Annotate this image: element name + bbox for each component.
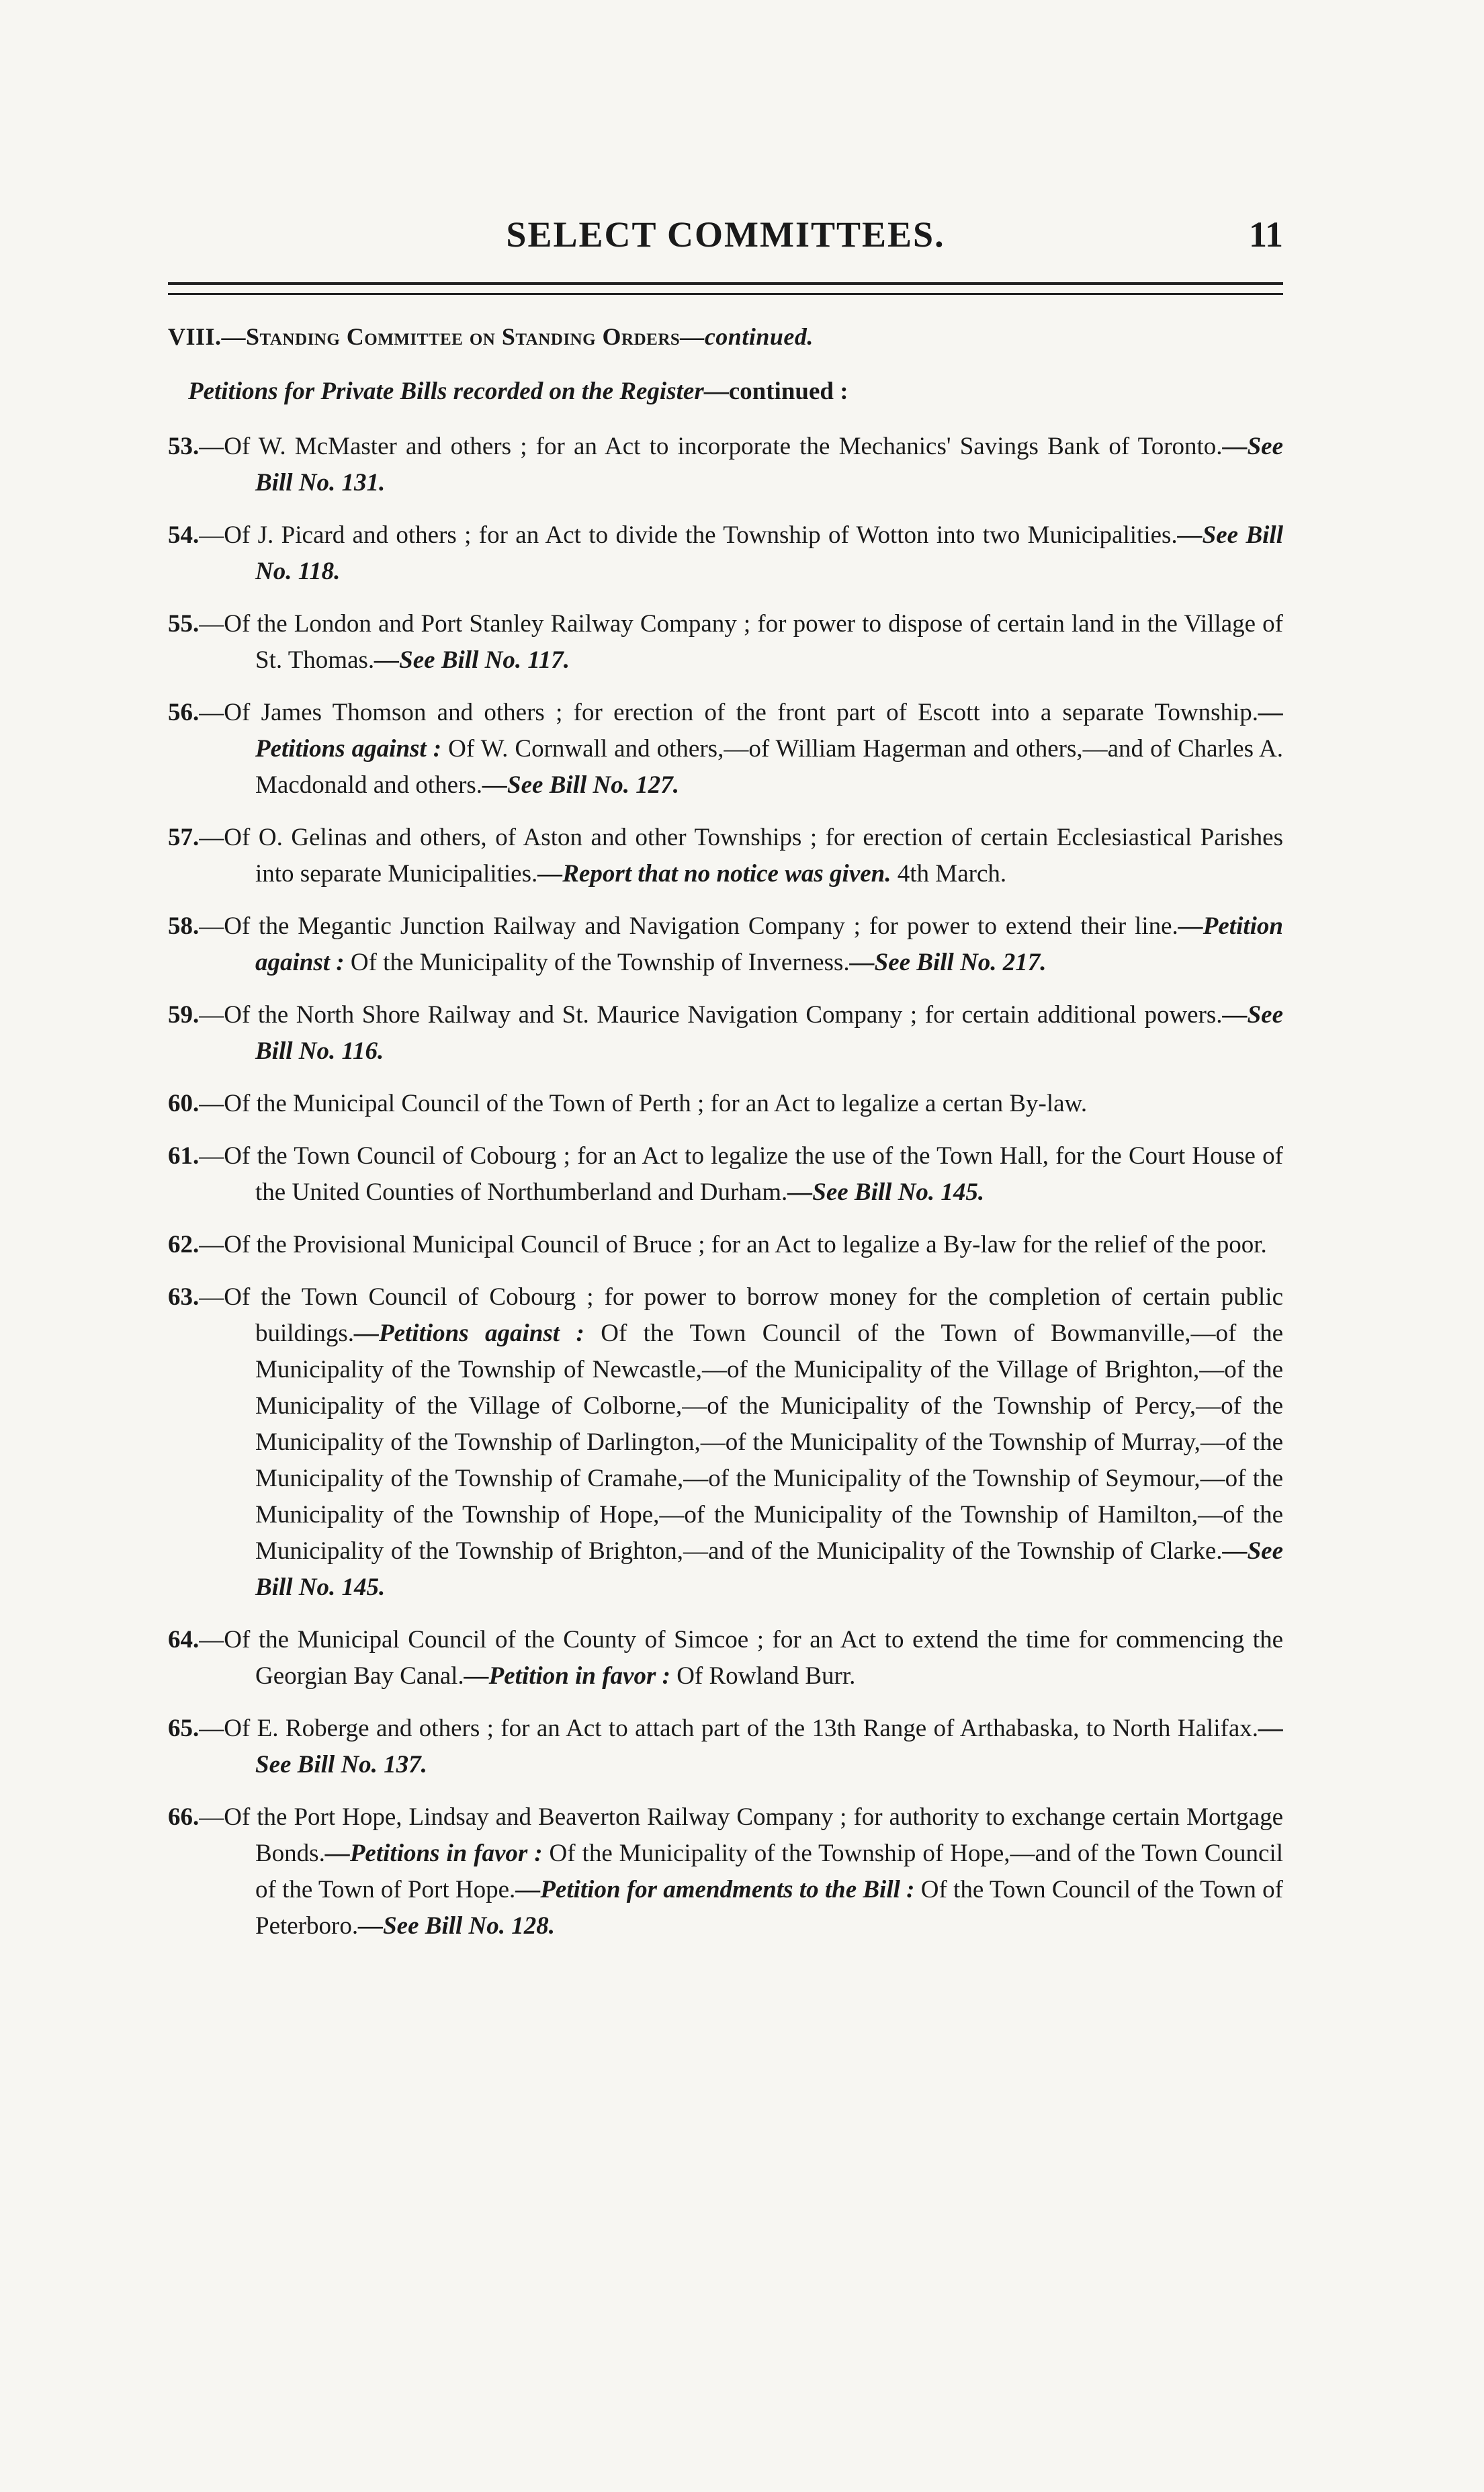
list-item [168,820,1283,892]
entry-text: —Of the Municipal Council of the Town of Perth ; for an Act to legalize a certan By-law. [199,1090,1088,1117]
entry-text: —Of the Provisional Municipal Council of Bruce ; for an Act to legalize a By-law for the relief of the poor. [199,1231,1267,1258]
bill-reference: —See Bill No. 118. [255,521,1283,585]
entry-number: 65. [168,1715,200,1742]
petition-text: Of the Town Council of the Town of Bowmanville,—of the Municipality of the Township of Newcastle,—of the Municipality of the Village of Brighton,—of the Municipality of the Village of Colborne,—of the Municipality of the Township of Percy,—of the Municipality of the Township of Darlington,—of the Municipality of the Township of Murray,—of the Municipality of the Township of Cramahe,—of the Municipality of the Township of Seymour,—of the Municipality of the Township of Hope,—of the Municipality of the Township of Hamilton,—of the Municipality of the Township of Brighton,—and of the Municipality of the Township of Clarke. [255,1320,1283,1565]
header-rule-top [168,282,1283,285]
entry-number: 59. [168,1001,200,1029]
section-heading-cont: —continued. [680,323,814,350]
petition-text: Of the Town Council of the Town of Peterboro. [255,1876,1283,1940]
list-item [168,606,1283,679]
entry-text: —Of James Thomson and others ; for erection of the front part of Escott into a separate Township. [199,699,1258,726]
list-item [168,1799,1283,1944]
section-heading-main: VIII.—Standing Committee on Standing Orders [168,323,681,350]
header-rule-bottom [168,293,1283,295]
bill-reference: —See Bill No. 116. [255,1001,1283,1065]
list-item [168,1279,1283,1606]
entry-text: —Of J. Picard and others ; for an Act to divide the Township of Wotton into two Municipalities. [199,521,1178,549]
entry-text: —Of the Municipal Council of the County of Simcoe ; for an Act to extend the time for commencing the Georgian Bay Canal. [199,1626,1283,1690]
bill-reference: —See Bill No. 131. [255,433,1283,497]
list-item [168,517,1283,590]
entry-text: —Of the Port Hope, Lindsay and Beaverton Railway Company ; for authority to exchange certain Mortgage Bonds. [199,1803,1283,1867]
bill-reference: —See Bill No. 145. [787,1178,985,1206]
petition-text: Of the Municipality of the Township of Inverness. [344,949,850,976]
bill-reference: —See Bill No. 145. [255,1537,1283,1601]
petition-text: Of W. Cornwall and others,—of William Hagerman and others,—and of Charles A. Macdonald and others. [255,735,1283,799]
petition-label: —Petition for amendments to the Bill : [515,1876,915,1903]
entry-number: 61. [168,1142,200,1170]
entry-text: —Of the North Shore Railway and St. Maurice Navigation Company ; for certain additional powers. [199,1001,1223,1029]
page-number: 11 [1248,214,1283,255]
subheading-text: Petitions for Private Bills recorded on the Register [188,378,704,405]
list-item [168,1711,1283,1783]
petition-list [168,429,1283,1944]
entry-number: 57. [168,824,200,851]
petition-label: —Petitions in favor : [324,1840,543,1867]
entry-text: —Of the Town Council of Cobourg ; for an Act to legalize the use of the Town Hall, for the Court House of the United Counties of Northumberland and Durham. [199,1142,1283,1206]
entry-number: 66. [168,1803,200,1831]
entry-number: 54. [168,521,200,549]
entry-number: 63. [168,1283,200,1311]
entry-number: 58. [168,912,200,940]
petition-text: Of Rowland Burr. [670,1662,856,1690]
entry-text: —Of the Megantic Junction Railway and Navigation Company ; for power to extend their line. [199,912,1178,940]
list-item [168,1086,1283,1122]
page-title: SELECT COMMITTEES. [506,214,945,255]
bill-reference: —See Bill No. 127. [482,771,679,799]
petition-text: Of the Municipality of the Township of Hope,—and of the Town Council of the Town of Port Hope. [255,1840,1283,1903]
subheading-tail: —continued : [703,378,848,405]
petition-label: —Petitions against : [354,1320,584,1347]
list-item [168,1138,1283,1211]
bill-reference: —Report that no notice was given. [537,860,891,888]
entry-number: 64. [168,1626,200,1653]
list-item [168,695,1283,804]
entry-number: 62. [168,1231,200,1258]
bill-reference: —See Bill No. 137. [255,1715,1283,1778]
running-head [168,214,1283,261]
entry-text: —Of the Town Council of Cobourg ; for power to borrow money for the completion of certain public buildings. [199,1283,1283,1347]
list-item [168,429,1283,501]
entry-text: —Of E. Roberge and others ; for an Act to attach part of the 13th Range of Arthabaska, to North Halifax. [199,1715,1258,1742]
entry-number: 55. [168,610,200,638]
subheading [188,374,1283,410]
list-item [168,1622,1283,1694]
entry-date: 4th March. [891,860,1007,888]
list-item [168,997,1283,1070]
section-heading [168,318,1283,355]
entry-number: 53. [168,433,200,460]
bill-reference: —See Bill No. 117. [374,646,570,674]
entry-text: —Of W. McMaster and others ; for an Act to incorporate the Mechanics' Savings Bank of Toronto. [199,433,1223,460]
list-item [168,908,1283,981]
bill-reference: —See Bill No. 217. [849,949,1047,976]
entry-number: 56. [168,699,200,726]
list-item [168,1227,1283,1263]
entry-text: —Of the London and Port Stanley Railway Company ; for power to dispose of certain land in the Village of St. Thomas. [199,610,1283,674]
petition-label: —Petitions against : [255,699,1283,763]
entry-text: —Of O. Gelinas and others, of Aston and other Townships ; for erection of certain Ecclesiastical Parishes into separate Municipalities. [199,824,1283,888]
petition-label: —Petition against : [255,912,1283,976]
bill-reference: —See Bill No. 128. [358,1912,556,1940]
page-body [168,318,1283,1961]
entry-number: 60. [168,1090,200,1117]
petition-label: —Petition in favor : [464,1662,670,1690]
